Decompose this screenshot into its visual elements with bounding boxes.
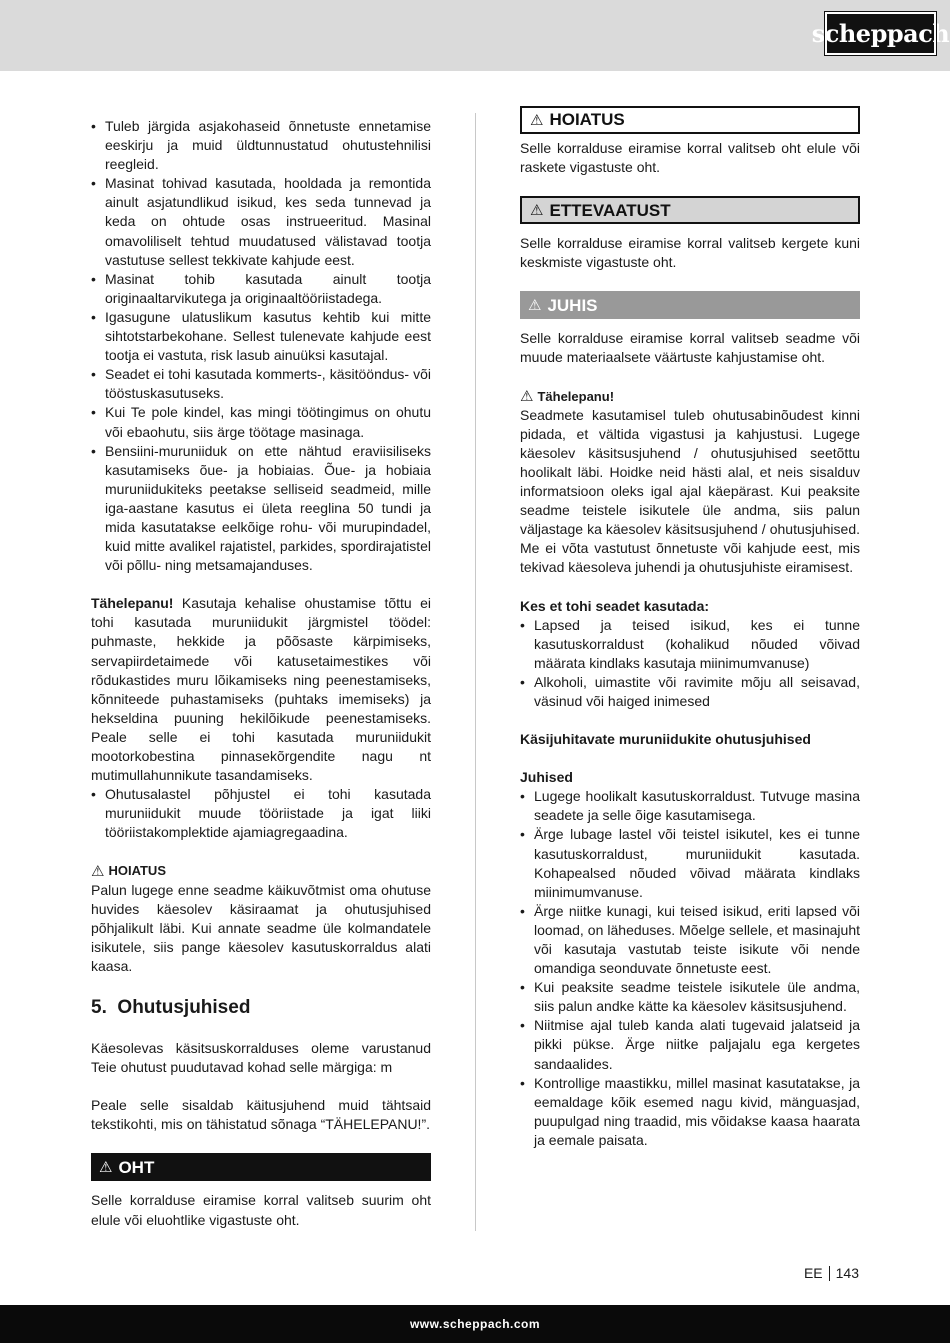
list-item: • Ärge lubage lastel või teistel isikutel, kes ei tunne kasutuskorraldust, muruniidukit kasutada. Kohapealsed nõuded võivad määrata kindlaks miinimumvanuse. [520,825,860,901]
list-item: • Ohutusalastel põhjustel ei tohi kasutada muruniidukit muude tööriistade ja igat liiki tööriistakomplektide ajamiagregaadina. [91,785,431,842]
list-item: • Lapsed ja teised isikud, kes ei tunne kasutuskorraldust (kohalikud nõuded võivad määrata kindlaks kasutaja miinimumvanuse) [520,616,860,673]
danger-text: Selle korralduse eiramise korral valitseb suurim oht elule või eluohtlike vigastuste oht. [91,1192,431,1228]
language-code: EE [803,1265,823,1281]
warning-title: HOIATUS [108,863,166,879]
header-bar [0,0,950,71]
list-item: • Ärge niitke kunagi, kui teised isikud, eriti lapsed või loomad, on läheduses. Mõelge sellele, et masinajuht või kasutaja vastutab teiste isikute või nende omandiga seonduvate õnnetuste eest. [520,902,860,978]
website-link[interactable]: www.scheppach.com [409,1317,541,1331]
attention-paragraph [91,594,431,785]
safety-rules-list-2 [91,785,431,842]
danger-label-box [91,1153,431,1181]
section-title: Ohutusjuhised [117,997,251,1019]
who-list [520,616,860,711]
page-number-divider [829,1266,830,1281]
intro-paragraph: Käesolevas käsitsuskorralduses oleme varustanud Teie ohutust puudutavad kohad selle märgiga: m [91,1040,431,1076]
warning-triangle-icon: ⚠ [530,201,544,219]
warning-triangle-icon: ⚠ [99,1158,113,1176]
instructions-list [520,787,860,1150]
attention-text: Seadmete kasutamisel tuleb ohutusabinõudest kinni pidada, et vältida vigastusi ja kahjustusi. Lugege käesolev käsitsusjuhend / ohutusjuhised seetõttu hoolikalt läbi. Hoidke neid hästi alal, et neis sisalduv informatsioon oleks igal ajal käepärast. Kui peaksite seadme teistele isikutele üle andma, siis palun väljastage ka käesolev käsitsusjuhend / ohutusjuhised. Me ei võta vastutust õnnetuste või kahjude eest, mis tekivad käesoleva juhendi ja ohutusjuhiste eiramisest. [520,406,860,576]
notice-label: JUHIS [547,295,598,315]
section-number: 5. [91,997,107,1019]
danger-label: OHT [118,1157,155,1177]
warning-triangle-icon: ⚠ [91,862,105,880]
scheppach-logo: scheppach [825,12,936,55]
right-column [520,106,860,1150]
instructions-heading: Juhised [520,769,573,786]
list-item: • Masinat tohivad kasutada, hooldada ja remontida ainult asjatundlikud isikud, kes seda tunnevad ja keda on ohtude osas instrueeritud. Masinal omavoliliselt tehtud muudatused välistavad tootja vastutuse sellest tekkivate kahjude eest. [91,174,431,269]
page-number-value: 143 [835,1265,859,1281]
list-item: • Alkoholi, uimastite või ravimite mõju all seisavad, väsinud või haiged inimesed [520,673,860,711]
page-number [804,1265,859,1281]
warning-text: Palun lugege enne seadme käikuvõtmist oma ohutuse huvides käesolev käsiraamat ja ohutusjuhised põhjalikult läbi. Kui annate seadme üle kolmandatele isikutele, siis pange käesolev kasutuskorraldus alati kaasa. [91,881,431,974]
warning-triangle-icon: ⚠ [520,387,534,405]
list-item: • Kui Te pole kindel, kas mingi töötingimus on ohutu või ebaohutu, siis ärge töötage masinaga. [91,403,431,441]
list-item: • Lugege hoolikalt kasutuskorraldust. Tutvuge masina seadete ja selle õige kasutamisega. [520,787,860,825]
attention-title: Tähelepanu! [537,388,615,404]
list-item: • Igasugune ulatuslikum kasutus kehtib kui mitte sihtotstarbekohane. Sellest tulenevate kahjude eest tootja ei vastuta, risk lasub ainuüksi kasutajal. [91,308,431,365]
caution-label: ETTEVAATUST [549,200,671,220]
list-item: • Masinat tohib kasutada ainult tootja originaaltarvikutega ja originaaltööriistadega. [91,270,431,308]
caution-label-box [520,196,860,224]
attention-heading [520,387,860,406]
warning-label: HOIATUS [549,110,625,130]
warning-triangle-icon: ⚠ [530,111,544,129]
warning-heading [91,861,431,880]
section-heading [91,996,431,1020]
safety-rules-list [91,117,431,575]
attention-text: Kasutaja kehalise ohustamise tõttu ei tohi kasutada muruniidukit järgmistel töödel: puhmaste, hekkide ja põõsaste kärpimiseks, servapiirdetaimede või katusetaimestikes või rõdukastides muru lõikamiseks ning peenestamiseks, kõnniteede puhastamiseks (puhtaks imemiseks) ja hekseldina puuning hekilõikude peenestamiseks. Peale selle ei tohi kasutada muruniidukit mootorkobestina pinnasekõrgendite nagu nt mutimullahunnikute tasandamiseks. [91,595,431,784]
list-item: • Kui peaksite seadme teistele isikutele üle andma, siis palun andke kätte ka käesolev käsitsusjuhend. [520,978,860,1016]
left-column [91,117,431,1230]
who-heading: Kes et tohi seadet kasutada: [520,597,710,614]
warning-description: Selle korralduse eiramise korral valitseb oht elule või raskete vigastuste oht. [520,140,860,176]
warning-triangle-icon: ⚠ [528,296,542,314]
list-item: • Niitmise ajal tuleb kanda alati tugevaid jalatseid ja pikki pükse. Ärge niitke paljajalu ega kergetes sandaalides. [520,1016,860,1073]
list-item: • Kontrollige maastikku, millel masinat kasutatakse, ja eemaldage kõik esemed nagu kivid, mänguasjad, puupulgad ning traadid, mis võidakse kaasa haarata ja eemale paisata. [520,1074,860,1150]
list-item: • Seadet ei tohi kasutada kommerts-, käsitööndus- või tööstuskasutuseks. [91,365,431,403]
intro-paragraph-2: Peale selle sisaldab käitusjuhend muid tähtsaid tekstikohti, mis on tähistatud sõnaga “TÄHELEPANU!”. [91,1097,431,1133]
column-divider [475,113,476,1231]
warning-label-box [520,106,860,134]
list-item: • Bensiini-muruniiduk on ette nähtud eraviisiliseks kasutamiseks õue- ja hobiaias. Õue- ja hobiaia muruniidukiteks peetakse selliseid seadmeid, mille iga-aastane kasutus ei ületa reeglina 50 tundi ja mida kasutatakse eelkõige rohu- või murupindadel, kuid mitte avalikel rajatistel, parkides, spordirajatistel või põllu- ning metsamajanduses. [91,442,431,576]
attention-label: Tähelepanu! [91,595,174,612]
footer-bar [0,1305,950,1343]
notice-label-box [520,291,860,319]
caution-description: Selle korralduse eiramise korral valitseb kergete kuni keskmiste vigastuste oht. [520,235,860,271]
list-item: • Tuleb järgida asjakohaseid õnnetuste ennetamise eeskirju ja muid üldtunnustatud ohutustehnilisi reegleid. [91,117,431,174]
notice-description: Selle korralduse eiramise korral valitseb seadme või muude materiaalsete väärtuste kahjustamise oht. [520,330,860,366]
hand-mower-heading: Käsijuhitavate muruniidukite ohutusjuhised [520,731,811,748]
